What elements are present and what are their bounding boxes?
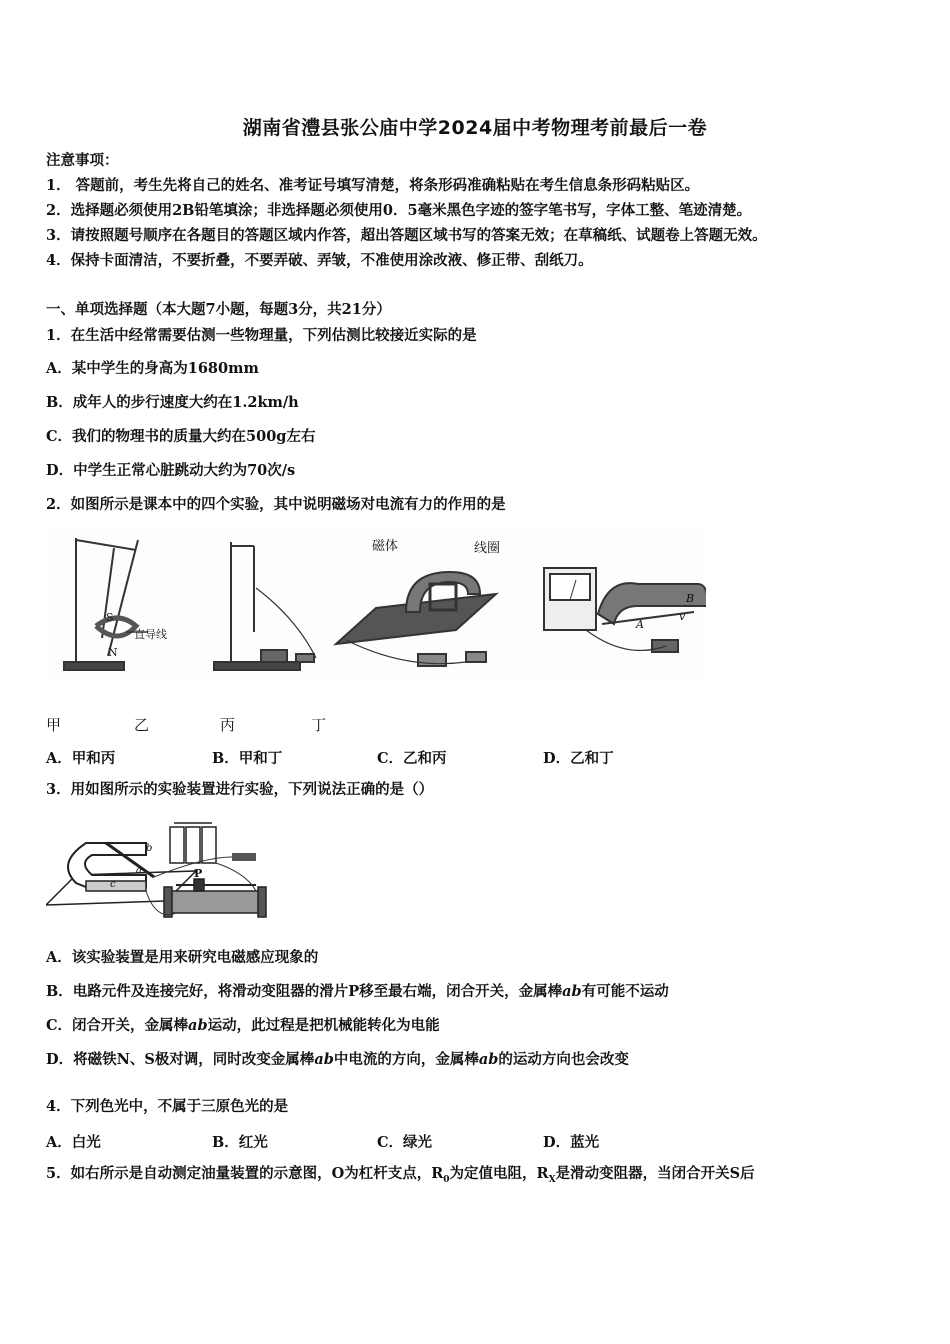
label-n: N (108, 646, 118, 659)
q3-apparatus-figure (46, 813, 268, 933)
q3-stem: 3．用如图所示的实验装置进行实验，下列说法正确的是（） (46, 781, 434, 798)
q4-stem: 4．下列色光中，不属于三原色光的是 (46, 1098, 289, 1115)
label-wire: 直导线 (134, 628, 167, 641)
q2-stem: 2．如图所示是课本中的四个实验，其中说明磁场对电流有力的作用的是 (46, 496, 506, 513)
fig-label-ding: 丁 (311, 716, 327, 734)
q4-option-c: C．绿光 (377, 1134, 433, 1151)
q3-option-a: A．该实验装置是用来研究电磁感应现象的 (46, 949, 319, 966)
fig-label-bing: 丙 (220, 716, 236, 734)
label-b-q3: b (146, 843, 153, 854)
page-title: 湖南省澧县张公庙中学2024届中考物理考前最后一卷 (242, 117, 708, 139)
q4-option-d: D．蓝光 (543, 1134, 600, 1151)
label-b: B (686, 592, 695, 605)
fig-label-jia: 甲 (46, 716, 62, 734)
q2-option-d: D．乙和丁 (543, 750, 614, 767)
q1-option-b: B．成年人的步行速度大约在1.2km/h (46, 394, 299, 411)
label-coil: 线圈 (474, 541, 501, 556)
q5-stem: 5．如右所示是自动测定油量装置的示意图，O为杠杆支点，$R_0$为定值电阻，$R_X$是滑动变阻器，当闭合开关S后 (46, 1165, 755, 1185)
notice-item-4: 4．保持卡面清洁，不要折叠，不要弄破、弄皱，不准使用涂改液、修正带、刮纸刀。 (46, 252, 593, 269)
q1-option-c: C．我们的物理书的质量大约在500g左右 (46, 428, 316, 445)
label-magnet: 磁体 (372, 539, 399, 554)
notice-item-2: 2．选择题必须使用2B铅笔填涂；非选择题必须使用0．5毫米黑色字迹的签字笔书写，字体工整、笔迹清楚。 (46, 202, 752, 219)
label-a-q3: a (136, 865, 142, 876)
rheostat (164, 879, 266, 917)
q1-option-a: A．某中学生的身高为1680mm (46, 360, 259, 377)
label-a: A (636, 618, 644, 631)
label-s: S (106, 611, 114, 624)
q2-option-a: A．甲和丙 (46, 750, 116, 767)
q2-option-c: C．乙和丙 (377, 750, 447, 767)
battery (170, 823, 216, 863)
label-v: v (679, 610, 686, 623)
q2-option-b: B．甲和丁 (212, 750, 283, 767)
q1-option-d: D．中学生正常心脏跳动大约为70次/s (46, 462, 296, 479)
notice-item-3: 3．请按照题号顺序在各题目的答题区域内作答，超出答题区域书写的答案无效；在草稿纸、试题卷上答题无效。 (46, 227, 767, 244)
q3-option-b: B．电路元件及连接完好，将滑动变阻器的滑片P移至最右端，闭合开关，金属棒ab有可能不运动 (46, 983, 669, 1000)
q4-option-a: A．白光 (46, 1134, 101, 1151)
q4-option-b: B．红光 (212, 1134, 268, 1151)
notice-heading: 注意事项： (46, 152, 119, 169)
label-p: P (194, 867, 203, 880)
q2-experiments-figure (46, 528, 706, 682)
q1-stem: 1．在生活中经常需要估测一些物理量，下列估测比较接近实际的是 (46, 327, 477, 344)
fig-label-yi: 乙 (134, 716, 150, 734)
q3-option-d: D．将磁铁N、S极对调，同时改变金属棒ab中电流的方向，金属棒ab的运动方向也会改变 (46, 1051, 629, 1068)
section-heading: 一、单项选择题（本大题7小题，每题3分，共21分） (46, 301, 391, 318)
notice-item-1: 1． 答题前，考生先将自己的姓名、准考证号填写清楚，将条形码准确粘贴在考生信息条形码粘贴区。 (46, 177, 700, 194)
label-c-q3: c (110, 879, 116, 890)
q3-option-c: C．闭合开关，金属棒ab运动，此过程是把机械能转化为电能 (46, 1017, 440, 1034)
